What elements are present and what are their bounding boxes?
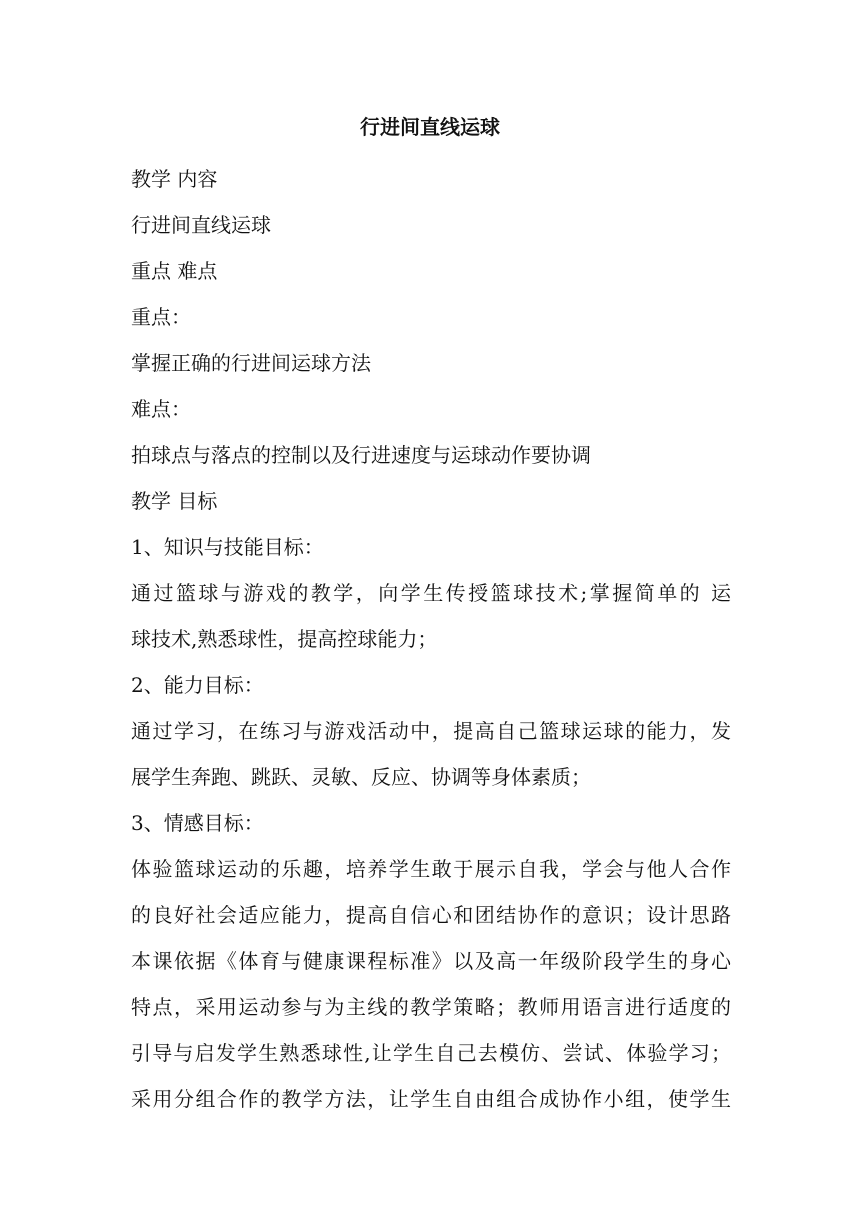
body-line: 通过篮球与游戏的教学，向学生传授篮球技术;掌握简单的 运 bbox=[131, 581, 731, 605]
body-line: 特点，采用运动参与为主线的教学策略；教师用语言进行适度的 bbox=[131, 995, 731, 1019]
body-line: 引导与启发学生熟悉球性,让学生自己去模仿、尝试、体验学习； bbox=[131, 1041, 731, 1065]
body-line: 通过学习，在练习与游戏活动中，提高自己篮球运球的能力，发 bbox=[131, 719, 731, 743]
body-line: 掌握正确的行进间运球方法 bbox=[131, 351, 371, 375]
body-line: 教学 目标 bbox=[131, 489, 218, 513]
body-line: 展学生奔跑、跳跃、灵敏、反应、协调等身体素质； bbox=[131, 765, 591, 789]
body-line: 2、能力目标： bbox=[131, 673, 264, 697]
body-line: 重点： bbox=[131, 305, 191, 329]
body-line: 行进间直线运球 bbox=[131, 213, 271, 237]
body-line: 3、情感目标： bbox=[131, 811, 264, 835]
body-line: 球技术,熟悉球性，提高控球能力； bbox=[131, 627, 438, 651]
body-line: 的良好社会适应能力，提高自信心和团结协作的意识；设计思路 bbox=[131, 903, 731, 927]
body-line: 采用分组合作的教学方法，让学生自由组合成协作小组，使学生 bbox=[131, 1087, 731, 1111]
body-line: 难点： bbox=[131, 397, 191, 421]
body-line: 体验篮球运动的乐趣，培养学生敢于展示自我，学会与他人合作 bbox=[131, 857, 731, 881]
body-line: 本课依据《体育与健康课程标准》以及高一年级阶段学生的身心 bbox=[131, 949, 731, 973]
body-line: 教学 内容 bbox=[131, 167, 218, 191]
body-line: 拍球点与落点的控制以及行进速度与运球动作要协调 bbox=[131, 443, 591, 467]
body-line: 重点 难点 bbox=[131, 259, 218, 283]
document-title: 行进间直线运球 bbox=[360, 115, 500, 139]
document-body bbox=[131, 156, 731, 1122]
body-line: 1、知识与技能目标： bbox=[131, 535, 324, 559]
